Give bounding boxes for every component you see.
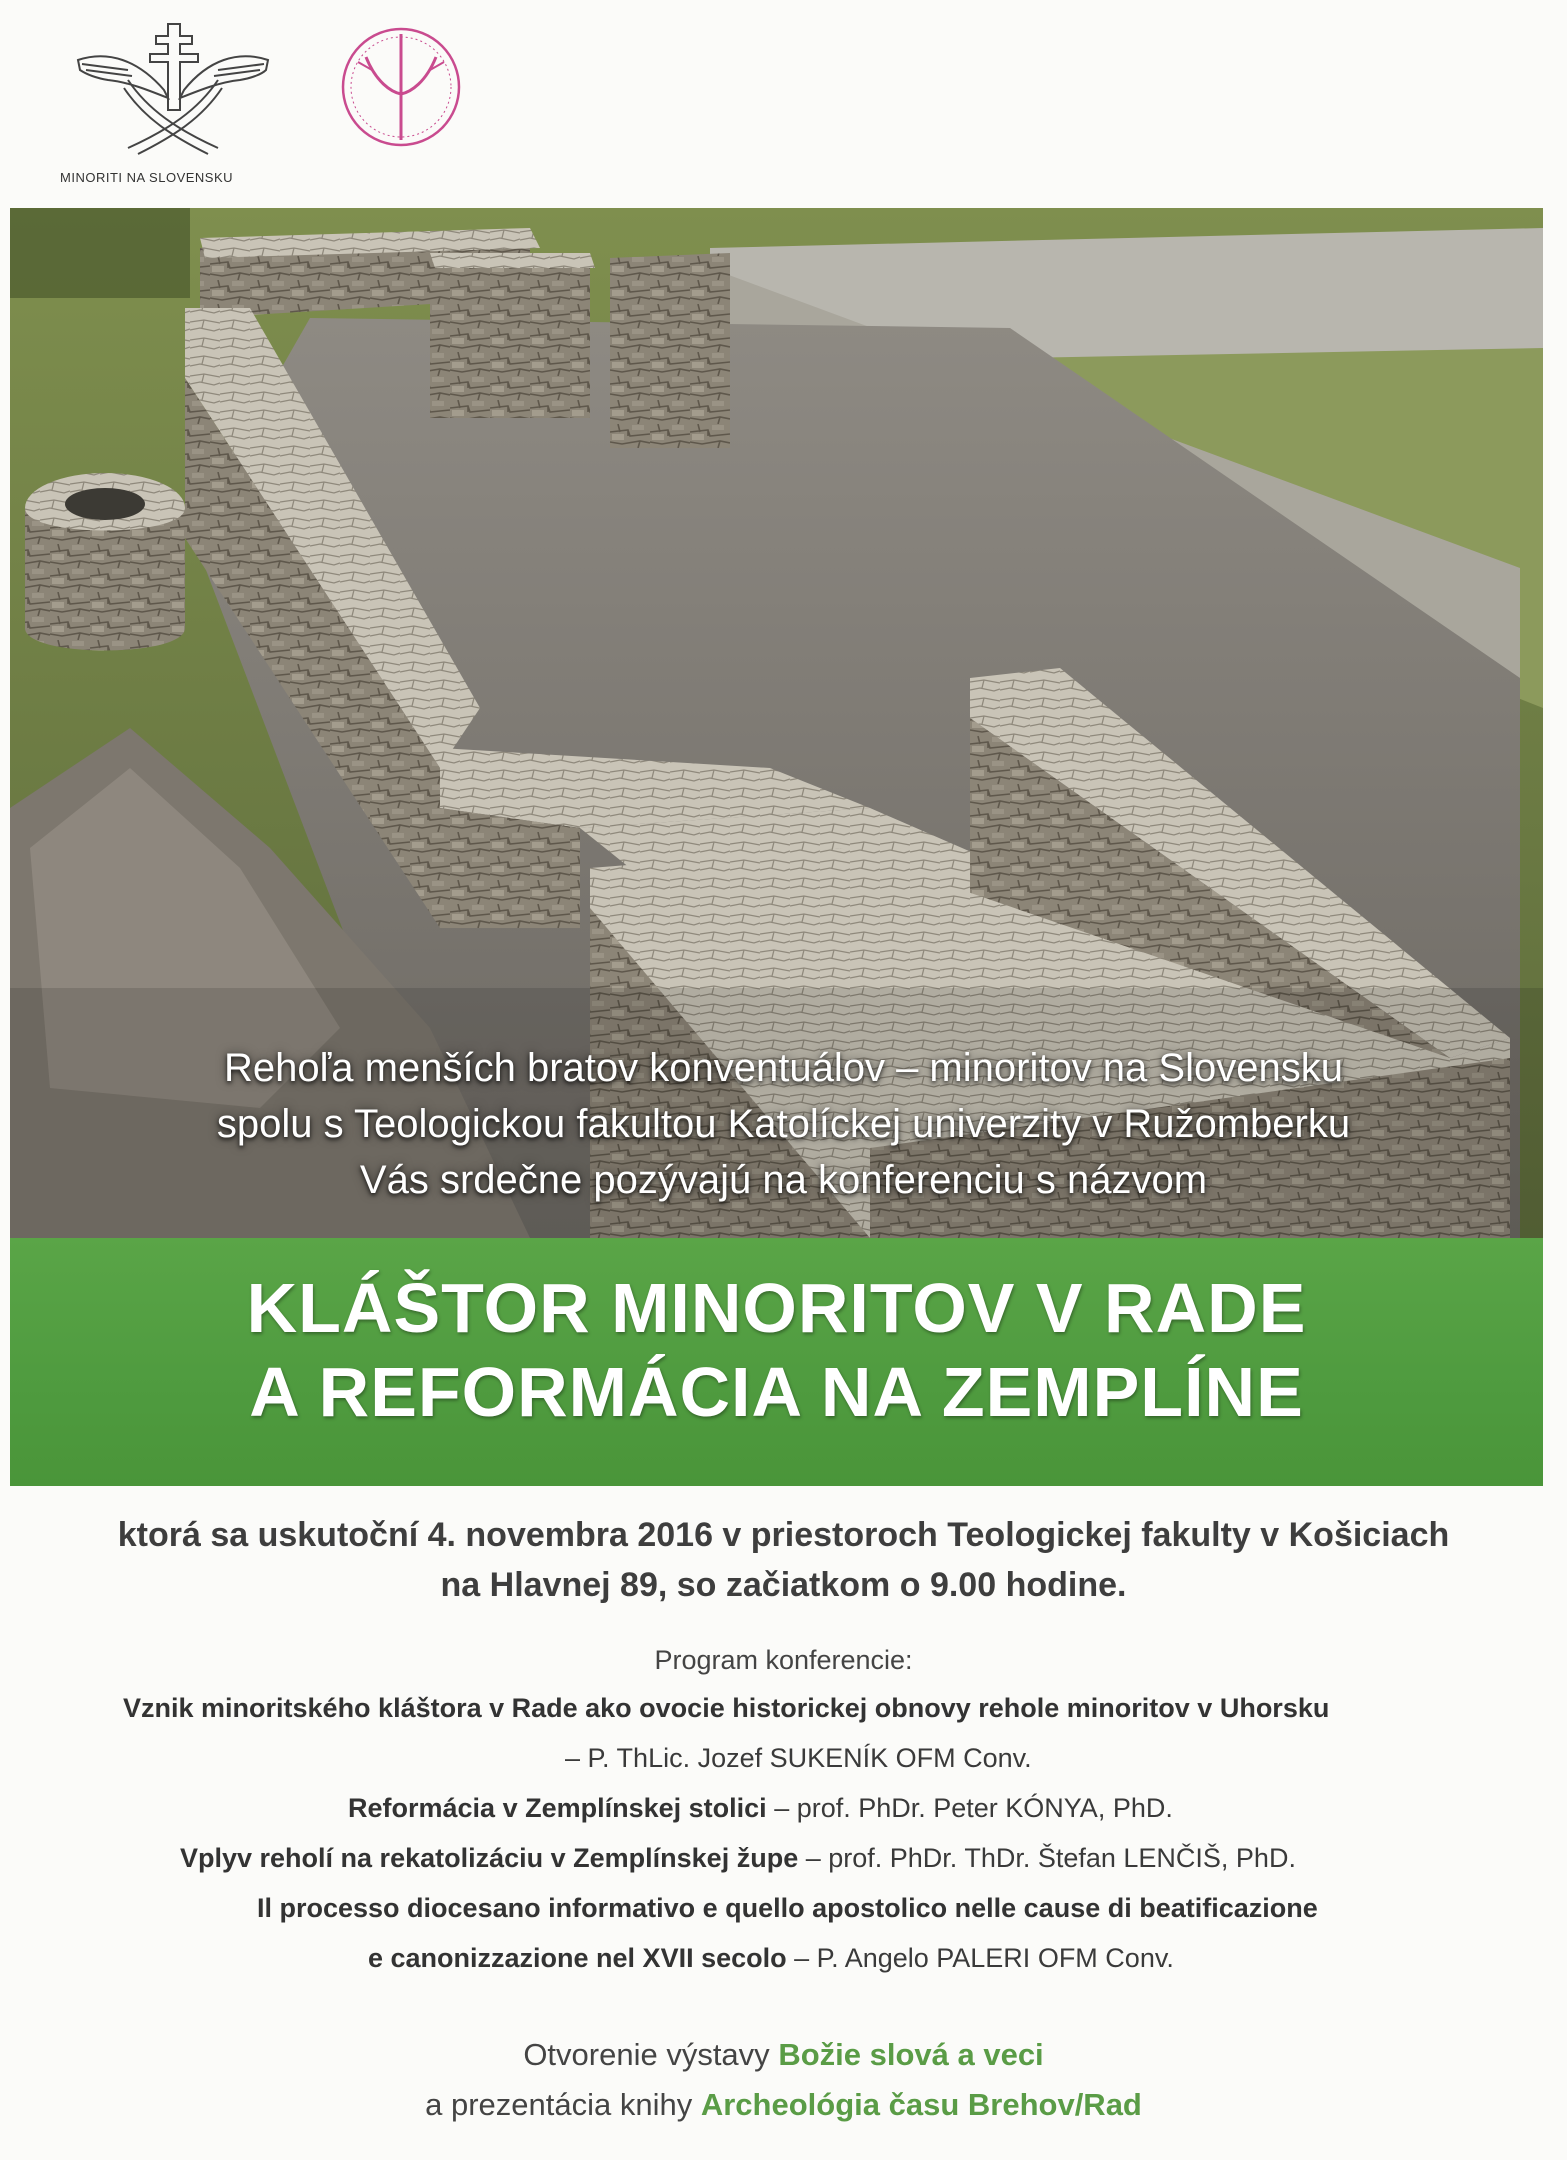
program-topic: Reformácia v Zemplínskej stolici <box>348 1793 767 1823</box>
conference-title <box>10 1266 1543 1434</box>
invitation-line: Rehoľa menších bratov konventuálov – minoritov na Slovensku <box>224 1046 1343 1090</box>
event-details <box>0 1510 1567 1610</box>
title-band <box>10 1238 1543 1486</box>
details-line: ktorá sa uskutoční 4. novembra 2016 v priestoroch Teologickej fakulty v Košiciach <box>117 1516 1450 1554</box>
minoriti-logo <box>60 20 280 190</box>
invitation-text <box>0 1040 1567 1208</box>
invitation-line: Vás srdečne pozývajú na konferenciu s názvom <box>359 1158 1208 1202</box>
program-heading: Program konferencie: <box>654 1645 913 1675</box>
book-name: Archeológia času Brehov/Rad <box>700 2087 1142 2122</box>
hands-cross-icon <box>68 20 278 160</box>
program-item <box>348 1793 1173 1824</box>
invitation-line: spolu s Teologickou fakultou Katolíckej univerzity v Ružomberku <box>216 1102 1351 1146</box>
program-speaker: – P. Angelo PALERI OFM Conv. <box>794 1943 1174 1973</box>
program-item <box>368 1943 1174 1974</box>
program-item <box>257 1893 1318 1924</box>
title-line: KLÁŠTOR MINORITOV V RADE <box>246 1269 1307 1347</box>
seal-icon <box>336 22 466 152</box>
details-line: na Hlavnej 89, so začiatkom o 9.00 hodine. <box>440 1566 1127 1604</box>
book-prefix: a prezentácia knihy <box>425 2087 693 2122</box>
exhibition-line <box>0 2030 1567 2080</box>
program-topic: Vplyv reholí na rekatolizáciu v Zemplínskej župe <box>180 1843 799 1873</box>
program-speaker: – P. ThLic. Jozef SUKENÍK OFM Conv. <box>565 1743 1032 1773</box>
program-item <box>123 1693 1329 1724</box>
program-topic: Il processo diocesano informativo e quello apostolico nelle cause di beatificazione <box>257 1893 1318 1923</box>
footer <box>0 2030 1567 2130</box>
program-item <box>565 1743 1032 1774</box>
program-topic: e canonizzazione nel XVII secolo <box>368 1943 787 1973</box>
program-speaker: – prof. PhDr. ThDr. Štefan LENČIŠ, PhD. <box>805 1843 1296 1873</box>
title-line: A REFORMÁCIA NA ZEMPLÍNE <box>249 1353 1304 1431</box>
exhibition-prefix: Otvorenie výstavy <box>523 2037 770 2072</box>
program-speaker: – prof. PhDr. Peter KÓNYA, PhD. <box>774 1793 1173 1823</box>
exhibition-name: Božie slová a veci <box>778 2037 1044 2072</box>
logo-caption: MINORITI NA SLOVENSKU <box>60 170 234 185</box>
program-topic: Vznik minoritského kláštora v Rade ako ovocie historickej obnovy rehole minoritov v Uhorsku <box>123 1693 1330 1723</box>
faculty-seal-logo <box>336 22 466 152</box>
program-item <box>180 1843 1296 1874</box>
book-line <box>0 2080 1567 2130</box>
